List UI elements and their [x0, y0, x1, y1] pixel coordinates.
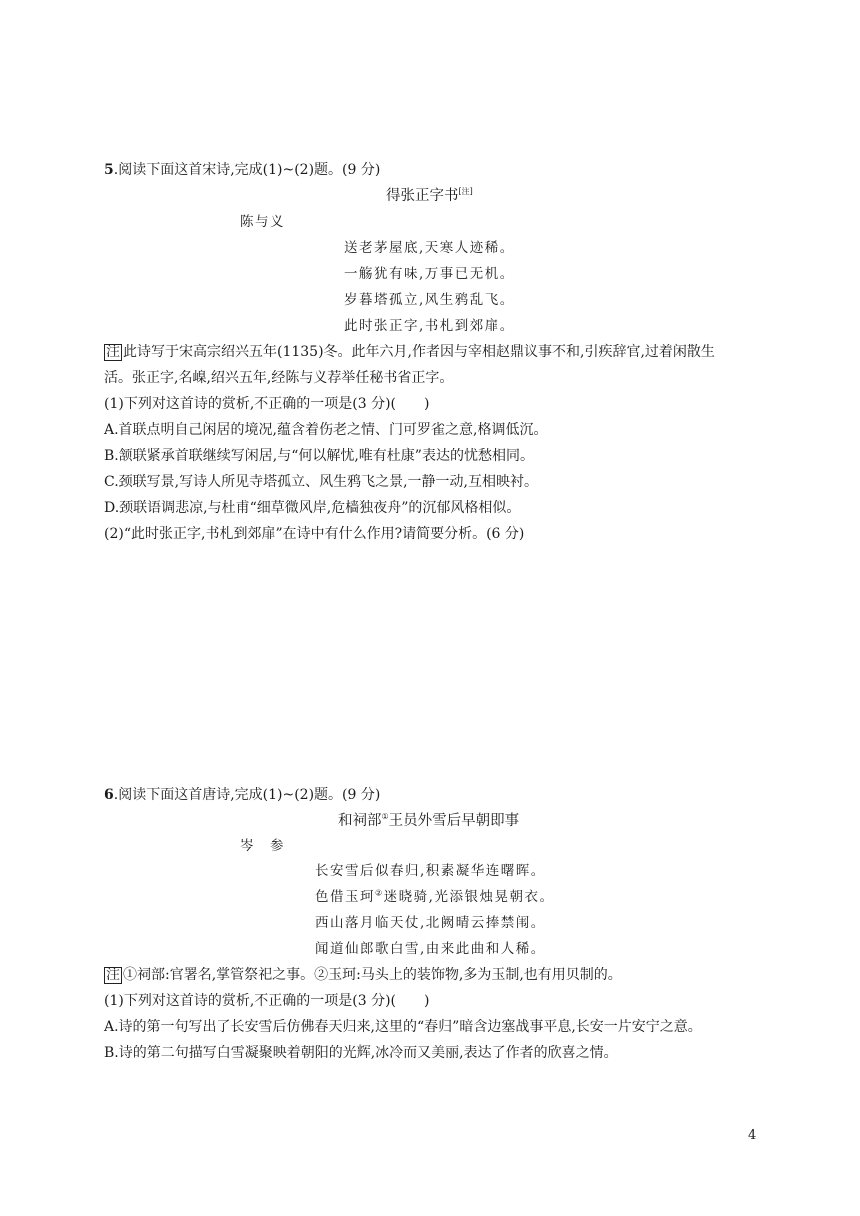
- q5-poem-line: 送老茅屋底,天寒人迹稀。: [344, 240, 515, 256]
- note-label-box: 注: [106, 344, 120, 360]
- q6-poem-line: 闻道仙郎歌白雪,由来此曲和人稀。: [315, 941, 546, 957]
- q5-sub1: (1)下列对这首诗的赏析,不正确的一项是(3 分)( ): [104, 396, 430, 412]
- q5-option-c: C.颈联写景,写诗人所见寺塔孤立、风生鸦飞之景,一静一动,互相映衬。: [104, 474, 539, 490]
- q6-number: 6: [104, 787, 114, 803]
- q5-poem-line: 此时张正字,书札到郊扉。: [344, 318, 515, 334]
- q5-note-cont: 活。张正字,名嵲,绍兴五年,经陈与义荐举任秘书省正字。: [104, 370, 454, 386]
- q6-poem-line: 色借玉珂②迷晓骑,光添银烛晃朝衣。: [315, 888, 555, 905]
- page-number: 4: [748, 1128, 757, 1143]
- answer-space: [104, 545, 754, 775]
- q6-poem-line: 长安雪后似春归,积素凝华连曙晖。: [315, 863, 546, 879]
- q5-option-b: B.颔联紧承首联继续写闲居,与“何以解忧,唯有杜康”表达的忧愁相同。: [104, 448, 534, 464]
- q5-option-d: D.颈联语调悲凉,与杜甫“细草微风岸,危樯独夜舟”的沉郁风格相似。: [104, 500, 521, 516]
- q6-option-b: B.诗的第二句描写白雪凝聚映着朝阳的光辉,冰冷而又美丽,表达了作者的欣喜之情。: [104, 1045, 618, 1061]
- q6-intro: 6.阅读下面这首唐诗,完成(1)~(2)题。(9 分): [104, 787, 381, 803]
- q5-number: 5: [104, 162, 114, 178]
- q5-poem-line: 岁暮塔孤立,风生鸦乱飞。: [344, 292, 515, 308]
- q6-sub1: (1)下列对这首诗的赏析,不正确的一项是(3 分)( ): [104, 993, 430, 1009]
- q6-poem-author: 岑 参: [240, 838, 285, 854]
- q5-intro: 5.阅读下面这首宋诗,完成(1)~(2)题。(9 分): [104, 162, 381, 178]
- q5-poem-author: 陈与义: [240, 214, 285, 230]
- q5-note: 注 此诗写于宋高宗绍兴五年(1135)冬。此年六月,作者因与宰相赵鼎议事不和,引疾辞官,过着闲散生: [106, 344, 715, 360]
- q6-line-footnote: ②: [375, 888, 384, 898]
- note-label-box: 注: [106, 967, 120, 983]
- q5-poem-line: 一觞犹有味,万事已无机。: [344, 266, 515, 282]
- q5-poem-title: 得张正字书[注]: [386, 187, 473, 204]
- q6-poem-title: 和祠部①王员外雪后早朝即事: [338, 812, 520, 829]
- q5-option-a: A.首联点明自己闲居的境况,蕴含着伤老之情、门可罗雀之意,格调低沉。: [104, 422, 548, 438]
- q6-option-a: A.诗的第一句写出了长安雪后仿佛春天归来,这里的“春归”暗含边塞战事平息,长安一片安宁之意。: [104, 1019, 702, 1035]
- q6-note: 注 ①祠部:官署名,掌管祭祀之事。②玉珂:马头上的装饰物,多为玉制,也有用贝制的。: [106, 967, 622, 983]
- q6-poem-line: 西山落月临天仗,北阙晴云捧禁闱。: [315, 915, 546, 931]
- q6-title-footnote: ①: [381, 812, 389, 822]
- q5-sub2: (2)“此时张正字,书札到郊扉”在诗中有什么作用?请简要分析。(6 分): [104, 526, 525, 542]
- q5-title-note: [注]: [458, 187, 473, 197]
